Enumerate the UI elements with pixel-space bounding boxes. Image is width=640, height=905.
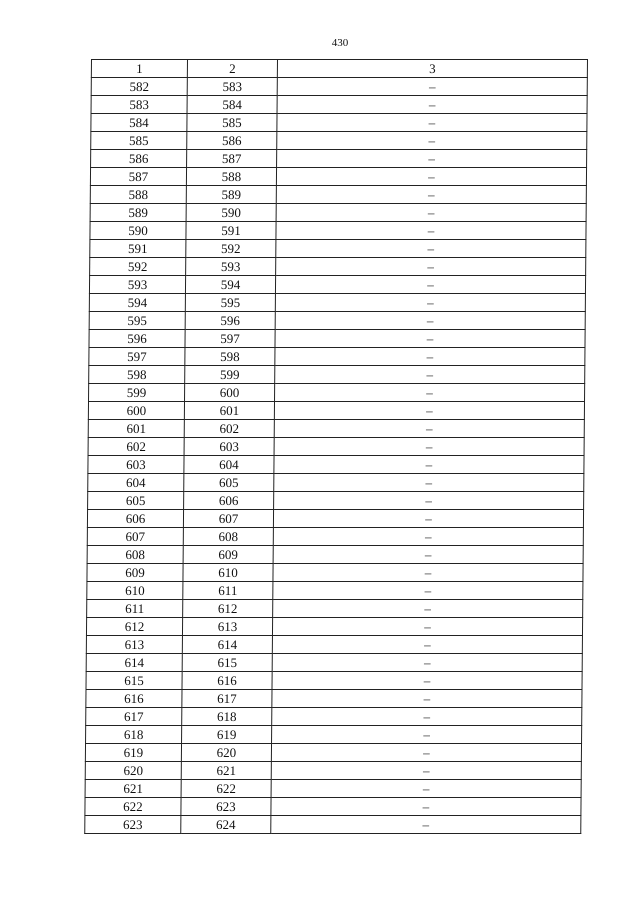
table-cell-col-3: – xyxy=(272,654,582,672)
table-row xyxy=(87,528,583,546)
table-header xyxy=(91,60,587,78)
table-cell-col-3: – xyxy=(272,636,582,654)
table-row xyxy=(86,654,582,672)
table-row xyxy=(91,132,587,150)
table-row xyxy=(90,222,586,240)
table-cell-col-2: 588 xyxy=(186,168,276,186)
table-cell-col-1: 622 xyxy=(85,798,181,816)
table-cell-col-2: 616 xyxy=(182,672,272,690)
table-row xyxy=(86,618,582,636)
table-row xyxy=(88,456,584,474)
table-cell-col-1: 600 xyxy=(88,402,184,420)
table-cell-col-3: – xyxy=(273,600,583,618)
table-cell-col-2: 594 xyxy=(185,276,275,294)
table-cell-col-2: 586 xyxy=(187,132,277,150)
table-row xyxy=(90,186,586,204)
table-cell-col-3: – xyxy=(276,168,586,186)
table-row xyxy=(86,672,582,690)
table-cell-col-1: 582 xyxy=(91,78,187,96)
table-cell-col-2: 593 xyxy=(186,258,276,276)
table-row xyxy=(85,816,581,834)
table-row xyxy=(89,348,585,366)
table-cell-col-1: 611 xyxy=(87,600,183,618)
table-cell-col-3: – xyxy=(277,132,587,150)
table-cell-col-2: 612 xyxy=(183,600,273,618)
table-row xyxy=(87,600,583,618)
table-cell-col-1: 614 xyxy=(86,654,182,672)
table-cell-col-2: 610 xyxy=(183,564,273,582)
table-cell-col-1: 598 xyxy=(89,366,185,384)
table-cell-col-3: – xyxy=(271,798,581,816)
table-cell-col-1: 588 xyxy=(90,186,186,204)
table-cell-col-3: – xyxy=(276,240,586,258)
table-cell-col-1: 596 xyxy=(89,330,185,348)
table-cell-col-3: – xyxy=(273,546,583,564)
table-cell-col-3: – xyxy=(277,150,587,168)
table-row xyxy=(87,582,583,600)
table-cell-col-3: – xyxy=(274,420,584,438)
table-cell-col-2: 598 xyxy=(185,348,275,366)
table-cell-col-2: 589 xyxy=(186,186,276,204)
table-cell-col-1: 602 xyxy=(88,438,184,456)
table-row xyxy=(89,384,585,402)
table-cell-col-2: 604 xyxy=(184,456,274,474)
table-body xyxy=(85,78,588,834)
table-cell-col-2: 601 xyxy=(184,402,274,420)
table-cell-col-1: 584 xyxy=(91,114,187,132)
table-cell-col-1: 585 xyxy=(91,132,187,150)
table-cell-col-2: 603 xyxy=(184,438,274,456)
table-row xyxy=(87,510,583,528)
table-cell-col-1: 608 xyxy=(87,546,183,564)
table-cell-col-3: – xyxy=(277,96,587,114)
table-cell-col-3: – xyxy=(273,510,583,528)
table-cell-col-3: – xyxy=(272,690,582,708)
table-cell-col-2: 621 xyxy=(181,762,271,780)
table-cell-col-2: 600 xyxy=(185,384,275,402)
table-cell-col-3: – xyxy=(277,114,587,132)
table-cell-col-2: 619 xyxy=(182,726,272,744)
table-cell-col-1: 587 xyxy=(90,168,186,186)
table-cell-col-2: 596 xyxy=(185,312,275,330)
table-cell-col-1: 593 xyxy=(89,276,185,294)
table-cell-col-2: 624 xyxy=(181,816,271,834)
table-cell-col-1: 619 xyxy=(85,744,181,762)
table-cell-col-1: 597 xyxy=(89,348,185,366)
table-cell-col-3: – xyxy=(271,744,581,762)
table-cell-col-3: – xyxy=(274,402,584,420)
table-row xyxy=(87,546,583,564)
table-row xyxy=(90,258,586,276)
table-row xyxy=(88,420,584,438)
table-row xyxy=(91,96,587,114)
table-cell-col-2: 614 xyxy=(182,636,272,654)
table-row xyxy=(88,492,584,510)
table-cell-col-1: 609 xyxy=(87,564,183,582)
table-cell-col-2: 584 xyxy=(187,96,277,114)
table-cell-col-3: – xyxy=(276,222,586,240)
table-row xyxy=(89,366,585,384)
table-cell-col-1: 601 xyxy=(88,420,184,438)
table-cell-col-2: 615 xyxy=(182,654,272,672)
table-cell-col-2: 599 xyxy=(185,366,275,384)
table-cell-col-1: 592 xyxy=(90,258,186,276)
table-cell-col-1: 616 xyxy=(86,690,182,708)
table-row xyxy=(89,294,585,312)
column-header-3: 3 xyxy=(277,60,587,78)
table-row xyxy=(91,78,587,96)
table-cell-col-3: – xyxy=(271,762,581,780)
table-cell-col-1: 621 xyxy=(85,780,181,798)
table-cell-col-1: 623 xyxy=(85,816,181,834)
table-cell-col-3: – xyxy=(275,276,585,294)
table-row xyxy=(89,330,585,348)
table-row xyxy=(90,240,586,258)
header-row xyxy=(91,60,587,78)
table-cell-col-3: – xyxy=(271,816,581,834)
table-cell-col-2: 607 xyxy=(183,510,273,528)
table-cell-col-1: 603 xyxy=(88,456,184,474)
table-cell-col-2: 611 xyxy=(183,582,273,600)
table-cell-col-3: – xyxy=(276,258,586,276)
table-cell-col-1: 607 xyxy=(87,528,183,546)
table-cell-col-3: – xyxy=(274,438,584,456)
table-cell-col-3: – xyxy=(272,618,582,636)
table-cell-col-3: – xyxy=(273,528,583,546)
table-cell-col-1: 617 xyxy=(86,708,182,726)
table-row xyxy=(90,168,586,186)
table-cell-col-1: 606 xyxy=(87,510,183,528)
table-cell-col-3: – xyxy=(272,726,582,744)
table-cell-col-3: – xyxy=(275,294,585,312)
table-cell-col-3: – xyxy=(274,456,584,474)
table-cell-col-3: – xyxy=(275,384,585,402)
table-cell-col-1: 589 xyxy=(90,204,186,222)
table-row xyxy=(91,114,587,132)
table-cell-col-3: – xyxy=(271,780,581,798)
table-cell-col-2: 620 xyxy=(181,744,271,762)
table-row xyxy=(86,708,582,726)
table-cell-col-3: – xyxy=(272,672,582,690)
table-row xyxy=(88,402,584,420)
table-cell-col-3: – xyxy=(275,366,585,384)
table-cell-col-1: 618 xyxy=(86,726,182,744)
table-cell-col-2: 595 xyxy=(185,294,275,312)
table-row xyxy=(86,636,582,654)
table-cell-col-3: – xyxy=(276,204,586,222)
table-cell-col-1: 590 xyxy=(90,222,186,240)
table-cell-col-3: – xyxy=(273,564,583,582)
table-cell-col-1: 591 xyxy=(90,240,186,258)
data-table xyxy=(84,59,588,834)
table-cell-col-1: 586 xyxy=(91,150,187,168)
table-cell-col-2: 587 xyxy=(187,150,277,168)
table-cell-col-3: – xyxy=(272,708,582,726)
table-cell-col-3: – xyxy=(275,348,585,366)
table-cell-col-2: 592 xyxy=(186,240,276,258)
table-cell-col-3: – xyxy=(277,78,587,96)
table-row xyxy=(88,438,584,456)
table-cell-col-3: – xyxy=(275,312,585,330)
table-row xyxy=(90,204,586,222)
table-cell-col-1: 620 xyxy=(85,762,181,780)
table-cell-col-2: 591 xyxy=(186,222,276,240)
column-header-1: 1 xyxy=(91,60,187,78)
column-header-2: 2 xyxy=(187,60,277,78)
table-row xyxy=(89,312,585,330)
table-cell-col-2: 618 xyxy=(182,708,272,726)
table-cell-col-1: 610 xyxy=(87,582,183,600)
table-cell-col-2: 613 xyxy=(182,618,272,636)
table-row xyxy=(85,744,581,762)
table-cell-col-2: 606 xyxy=(184,492,274,510)
table-cell-col-2: 605 xyxy=(184,474,274,492)
table-cell-col-2: 617 xyxy=(182,690,272,708)
table-cell-col-1: 605 xyxy=(88,492,184,510)
table-cell-col-2: 622 xyxy=(181,780,271,798)
table-cell-col-2: 623 xyxy=(181,798,271,816)
table-cell-col-1: 595 xyxy=(89,312,185,330)
table-row xyxy=(85,762,581,780)
table-row xyxy=(88,474,584,492)
page-number: 430 xyxy=(331,37,349,49)
table-row xyxy=(86,690,582,708)
table-row xyxy=(91,150,587,168)
table-cell-col-3: – xyxy=(275,330,585,348)
table-cell-col-2: 602 xyxy=(184,420,274,438)
table-cell-col-2: 608 xyxy=(183,528,273,546)
table-cell-col-1: 612 xyxy=(86,618,182,636)
table-row xyxy=(89,276,585,294)
table-row xyxy=(86,726,582,744)
table-cell-col-1: 594 xyxy=(89,294,185,312)
table-cell-col-3: – xyxy=(274,492,584,510)
table-cell-col-3: – xyxy=(274,474,584,492)
table-cell-col-2: 597 xyxy=(185,330,275,348)
table-cell-col-2: 590 xyxy=(186,204,276,222)
table-cell-col-1: 583 xyxy=(91,96,187,114)
table-cell-col-2: 609 xyxy=(183,546,273,564)
table-row xyxy=(85,798,581,816)
table-row xyxy=(87,564,583,582)
table-cell-col-2: 585 xyxy=(187,114,277,132)
table-row xyxy=(85,780,581,798)
table-cell-col-3: – xyxy=(273,582,583,600)
table-cell-col-1: 604 xyxy=(88,474,184,492)
table-cell-col-2: 583 xyxy=(187,78,277,96)
table-cell-col-3: – xyxy=(276,186,586,204)
table-cell-col-1: 615 xyxy=(86,672,182,690)
table-cell-col-1: 599 xyxy=(89,384,185,402)
table-cell-col-1: 613 xyxy=(86,636,182,654)
